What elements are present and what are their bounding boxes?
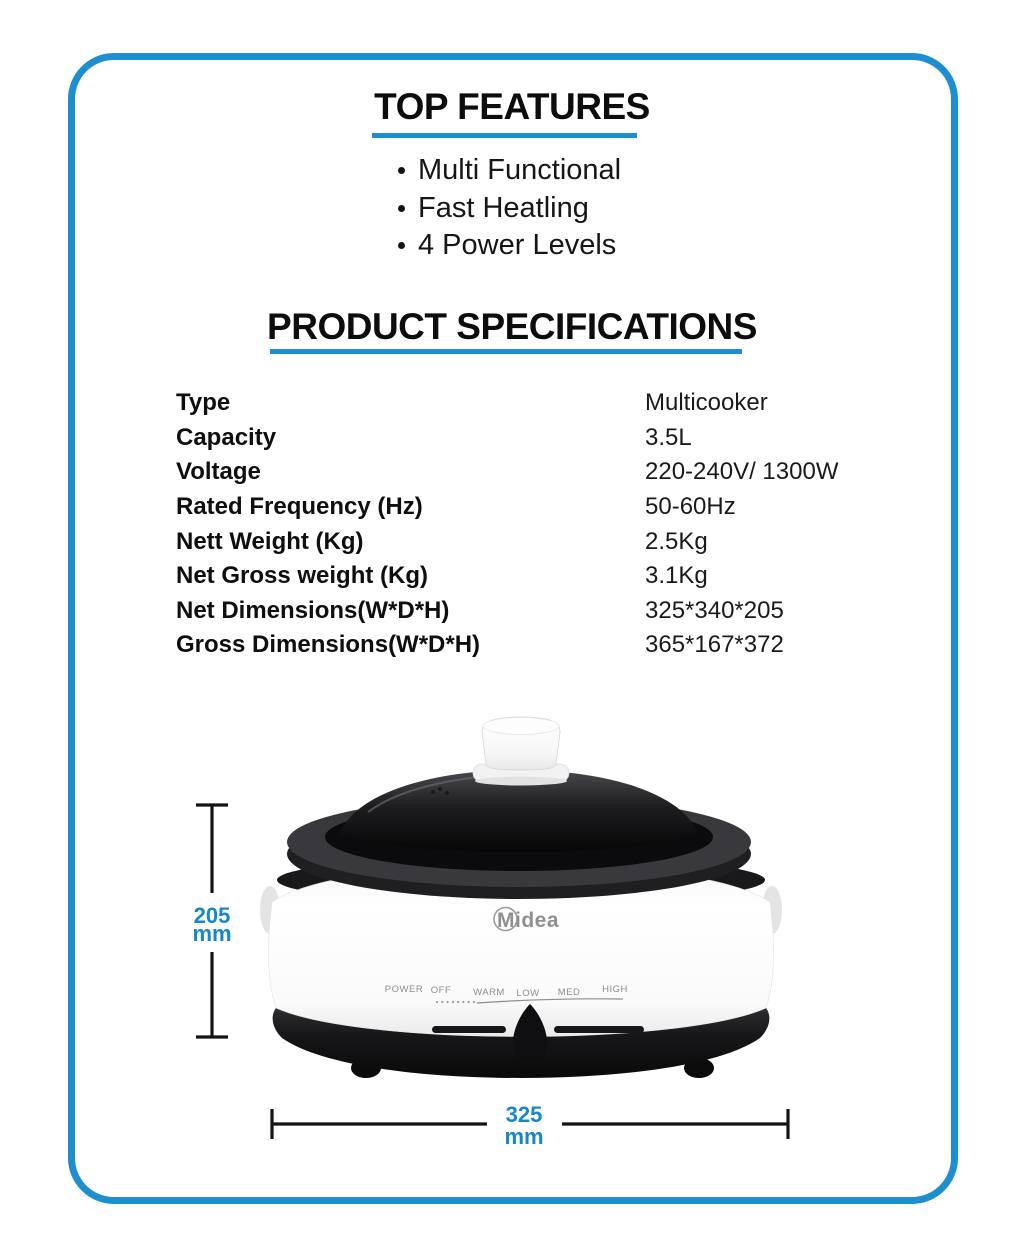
dial-slot-right (554, 1026, 644, 1033)
product-illustration (150, 690, 880, 1170)
feature-item (398, 152, 621, 190)
panel-label-power: POWER (384, 984, 424, 995)
spec-label: Net Gross weight (Kg) (176, 562, 429, 590)
panel-label-med: MED (557, 987, 581, 998)
spec-table (176, 386, 896, 663)
feature-item (398, 227, 621, 265)
feature-label: Multi Functional (418, 154, 622, 187)
spec-row (176, 386, 896, 421)
spec-value: 50-60Hz (645, 493, 736, 521)
spec-label: Nett Weight (Kg) (176, 527, 364, 555)
dial-slot-left (432, 1026, 506, 1033)
lid-knob-top (483, 718, 559, 735)
spec-value: 2.5Kg (645, 527, 708, 555)
midea-logo (494, 908, 559, 933)
spec-label: Rated Frequency (Hz) (176, 493, 423, 521)
width-dimension-unit: mm (504, 1124, 544, 1149)
bullet-icon (398, 242, 405, 249)
panel-label-off: OFF (430, 985, 452, 996)
spec-value: 3.5L (645, 423, 692, 451)
spec-value: 3.1Kg (645, 562, 708, 590)
bullet-icon (398, 167, 405, 174)
spec-row (176, 594, 896, 629)
product-specifications-title: PRODUCT SPECIFICATIONS (267, 306, 757, 347)
spec-row (176, 559, 896, 594)
spec-value: Multicooker (645, 389, 768, 417)
midea-logo-text: Midea (497, 909, 560, 932)
spec-label: Net Dimensions(W*D*H) (176, 596, 450, 624)
spec-row (176, 490, 896, 525)
feature-label: Fast Heatling (418, 191, 589, 224)
width-dimension-value: 325 (505, 1102, 543, 1127)
height-dimension (192, 805, 231, 1037)
lid-knob-flange-shadow (475, 777, 567, 786)
height-dimension-unit: mm (192, 921, 232, 946)
spec-row (176, 455, 896, 490)
spec-value: 220-240V/ 1300W (645, 458, 839, 486)
width-dimension (272, 1102, 788, 1149)
bullet-icon (398, 205, 405, 212)
spec-row (176, 524, 896, 559)
feature-item (398, 190, 621, 228)
spec-label: Voltage (176, 458, 261, 486)
features-list (398, 152, 621, 265)
multicooker-image (260, 717, 782, 1078)
panel-label-high: HIGH (602, 984, 628, 995)
spec-value: 325*340*205 (645, 596, 784, 624)
spec-value: 365*167*372 (645, 631, 784, 659)
spec-label: Capacity (176, 423, 277, 451)
lid-knob (473, 717, 569, 786)
panel-label-low: LOW (516, 988, 540, 999)
height-dimension-value: 205 (193, 903, 231, 928)
top-features-title: TOP FEATURES (374, 86, 650, 127)
spec-row (176, 421, 896, 456)
top-features-underline (372, 133, 637, 138)
spec-label: Type (176, 389, 231, 417)
spec-label: Gross Dimensions(W*D*H) (176, 631, 481, 659)
spec-row (176, 628, 896, 663)
feature-label: 4 Power Levels (418, 229, 617, 262)
product-specifications-underline (270, 349, 742, 354)
panel-label-warm: WARM (473, 987, 505, 998)
